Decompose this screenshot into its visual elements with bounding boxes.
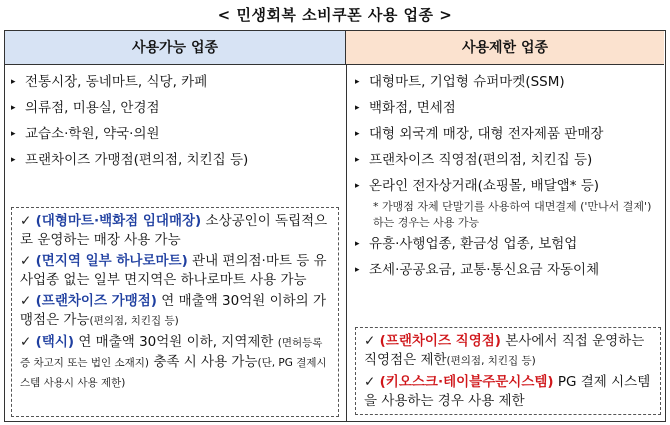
list-item: ▸ 의류점, 미용실, 안경점 <box>11 95 341 121</box>
allowed-exceptions-box <box>11 207 339 417</box>
check-icon: ✓ <box>364 374 376 390</box>
list-item: ▸ 프랜차이즈 직영점(편의점, 치킨집 등) <box>355 147 660 173</box>
bullet-icon: ▸ <box>355 181 360 191</box>
list-item: ▸ 전통시장, 동네마트, 식당, 카페 <box>11 69 341 95</box>
list-item: ▸ 온라인 전자상거래(쇼핑몰, 배달앱* 등) <box>355 173 660 199</box>
list-item: ▸ 대형마트, 기업형 슈퍼마켓(SSM) <box>355 69 660 95</box>
column-divider <box>346 65 347 421</box>
bullet-icon: ▸ <box>355 155 360 165</box>
list-item: ▸ 백화점, 면세점 <box>355 95 660 121</box>
restricted-list <box>355 69 660 283</box>
exception-item: ✓ (면지역 일부 하나로마트) 관내 편의점·마트 등 유사업종 없는 일부 면지역은 하나로마트 사용 가능 <box>20 253 327 288</box>
exception-item: ✓ (대형마트·백화점 임대매장) 소상공인이 독립적으로 운영하는 매장 사용 가능 <box>20 213 328 248</box>
exception-item: ✓ (키오스크·테이블주문시스템) PG 결제 시스템을 사용하는 경우 사용 제한 <box>364 374 651 409</box>
exception-item: ✓ (택시) 연 매출액 30억원 이하, 지역제한 (면허등록증 차고지 또는 법인 소재지) 충족 시 사용 가능(단, PG 결제시스템 사용시 사용 제한) <box>20 334 327 389</box>
exception-item: ✓ (프랜차이즈 직영점) 본사에서 직접 운영하는 직영점은 제한(편의점, 치킨집 등) <box>364 333 645 368</box>
bullet-icon: ▸ <box>11 155 16 165</box>
restricted-exceptions-box <box>355 327 661 415</box>
allowed-list <box>11 69 341 173</box>
bullet-icon: ▸ <box>11 77 16 87</box>
list-item: ▸ 대형 외국계 매장, 대형 전자제품 판매장 <box>355 121 660 147</box>
footnote: * 가맹점 자체 단말기를 사용하여 대면결제 ('만나서 결제')하는 경우는 사용 가능 <box>373 200 652 229</box>
bullet-icon: ▸ <box>355 129 360 139</box>
list-item: ▸ 조세·공공요금, 교통·통신요금 자동이체 <box>355 257 660 283</box>
check-icon: ✓ <box>20 334 32 350</box>
bullet-icon: ▸ <box>11 129 16 139</box>
bullet-icon: ▸ <box>11 103 16 113</box>
exception-item: ✓ (프랜차이즈 가맹점) 연 매출액 30억원 이하의 가맹점은 가능(편의점, 치킨집 등) <box>20 293 327 328</box>
restricted-header: 사용제한 업종 <box>346 31 664 65</box>
check-icon: ✓ <box>20 253 32 269</box>
bullet-icon: ▸ <box>355 265 360 275</box>
check-icon: ✓ <box>364 333 376 349</box>
list-item: ▸ 교습소·학원, 약국·의원 <box>11 121 341 147</box>
usage-table <box>4 30 666 422</box>
bullet-icon: ▸ <box>355 103 360 113</box>
bullet-icon: ▸ <box>355 77 360 87</box>
bullet-icon: ▸ <box>355 239 360 249</box>
check-icon: ✓ <box>20 213 32 229</box>
list-item: ▸ 프랜차이즈 가맹점(편의점, 치킨집 등) <box>11 147 341 173</box>
page-title: < 민생회복 소비쿠폰 사용 업종 > <box>217 6 453 24</box>
check-icon: ✓ <box>20 293 32 309</box>
allowed-header: 사용가능 업종 <box>5 31 346 65</box>
list-item: ▸ 유흥·사행업종, 환금성 업종, 보험업 <box>355 231 660 257</box>
